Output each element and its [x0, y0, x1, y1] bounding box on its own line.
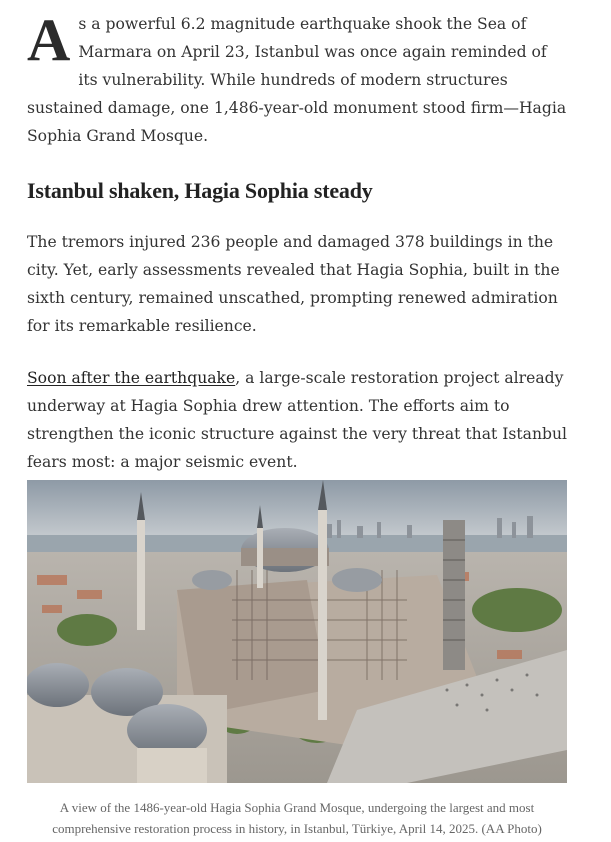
photo-caption: A view of the 1486-year-old Hagia Sophia Grand Mosque, undergoing the largest and most comprehensive restoration process in history, in Istanbul, Türkiye, April 14, 2025. (AA Photo)	[52, 800, 542, 836]
paragraph-injuries: The tremors injured 236 people and damaged 378 buildings in the city. Yet, early assessments revealed that Hagia Sophia, built in the sixth century, remained unscathed, prompting renewed admiration for its remarkable resilience.	[27, 233, 560, 335]
section-heading: Istanbul shaken, Hagia Sophia steady	[27, 178, 373, 203]
paragraph-restoration-text: , a large-scale restoration project already underway at Hagia Sophia drew attention. The efforts aim to strengthen the iconic structure against the very threat that Istanbul fears most: a major seismic event.	[27, 369, 567, 471]
lead-paragraph	[27, 7, 567, 150]
drop-cap: A	[27, 7, 71, 73]
article-body	[27, 7, 567, 476]
lead-text: s a powerful 6.2 magnitude earthquake shook the Sea of Marmara on April 23, Istanbul was once again reminded of its vulnerability. While hundreds of modern structures sustained damage, one 1,486-year-old monument stood firm—Hagia Sophia Grand Mosque.	[27, 15, 567, 145]
hagia-sophia-photo	[27, 480, 567, 783]
paragraph-restoration	[27, 364, 567, 476]
earthquake-article-link[interactable]: Soon after the earthquake	[27, 369, 236, 387]
